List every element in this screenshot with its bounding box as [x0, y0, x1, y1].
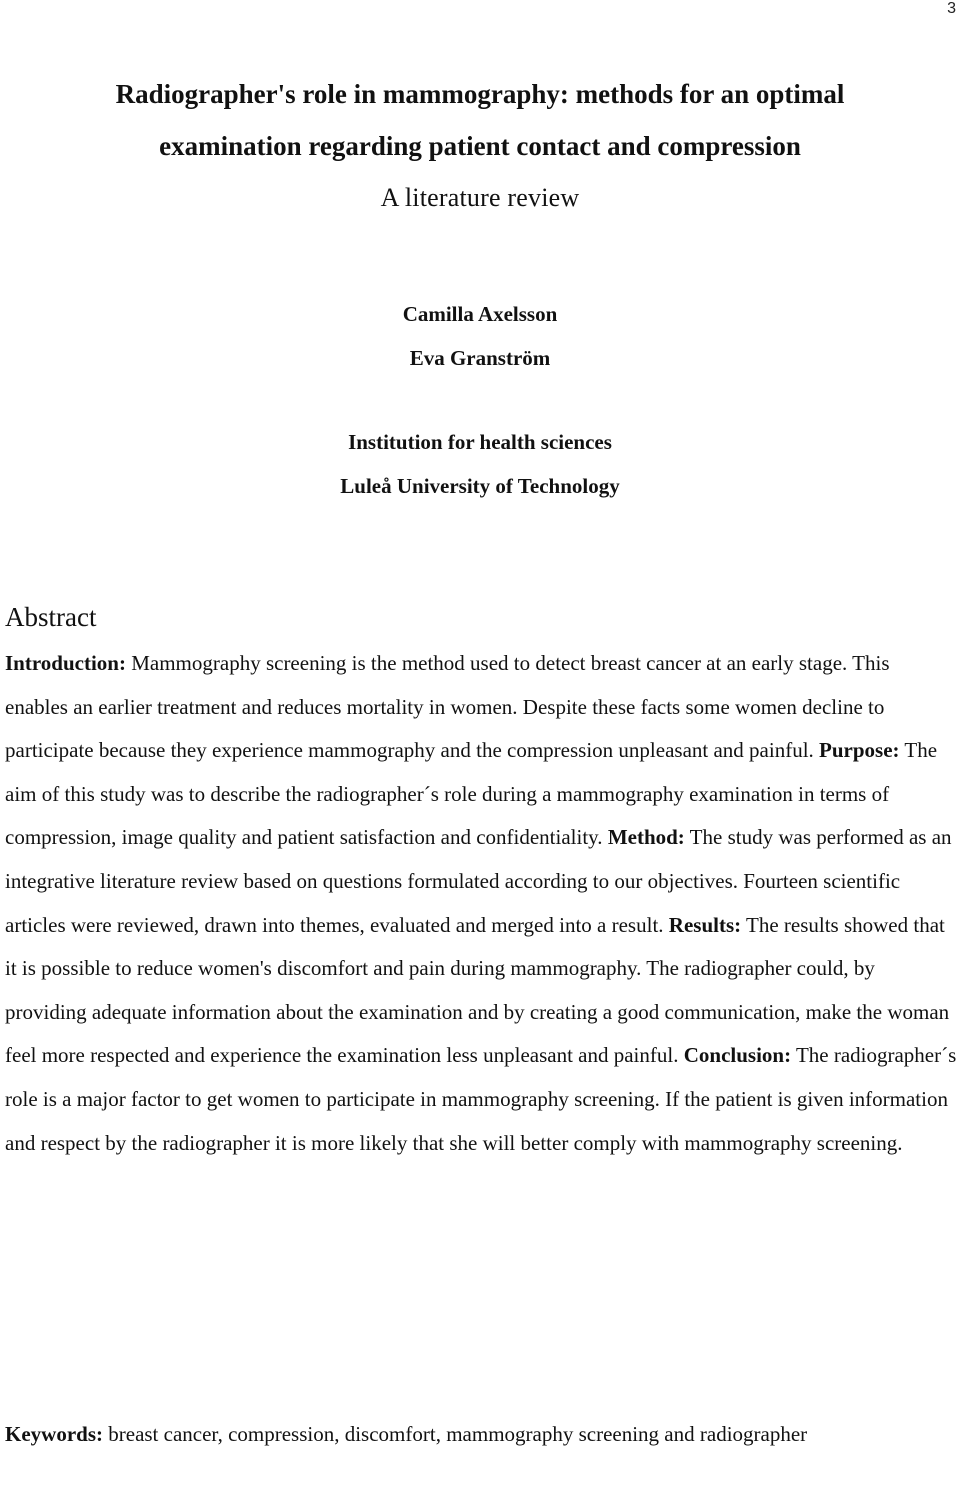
keywords-label: Keywords:: [5, 1422, 103, 1446]
institution-name: Institution for health sciences: [348, 430, 612, 454]
abstract-body: [5, 642, 957, 1165]
keywords: [5, 1412, 905, 1456]
paper-title-line-2: examination regarding patient contact and compression: [159, 131, 801, 161]
conclusion-text: The radiographer´s role is a major factor to get women to participate in mammography screening. If the patient is given information and respect by the radiographer it is more likely that she will better comply with mammography screening.: [5, 1043, 957, 1155]
page-number: 3: [947, 0, 956, 17]
university-name: Luleå University of Technology: [340, 474, 620, 498]
paper-title-line-1: Radiographer's role in mammography: methods for an optimal: [115, 79, 845, 109]
purpose-label: Purpose:: [819, 738, 900, 763]
conclusion-label: Conclusion:: [683, 1043, 792, 1068]
introduction-label: Introduction:: [5, 651, 126, 675]
title-block: [0, 68, 960, 224]
abstract-heading: Abstract: [5, 602, 97, 632]
affiliation: [0, 420, 960, 508]
results-label: Results:: [668, 912, 742, 937]
method-label: Method:: [607, 825, 685, 850]
paper-subtitle: A literature review: [380, 183, 580, 212]
purpose-text: The aim of this study was to describe the radiographer´s role during a mammography examination in terms of compression, image quality and patient satisfaction and confidentiality.: [5, 738, 938, 850]
results-text: The results showed that it is possible to reduce women's discomfort and pain during mammography. The radiographer could, by providing adequate information about the examination and by creating a good communication, make the woman feel more respected and experience the examination less unpleasant and painful.: [5, 912, 950, 1068]
author-name: Eva Granström: [409, 346, 551, 370]
keywords-text: breast cancer, compression, discomfort, mammography screening and radiographer: [103, 1422, 808, 1446]
author-name: Camilla Axelsson: [402, 302, 558, 326]
introduction-text: Mammography screening is the method used to detect breast cancer at an early stage. This enables an earlier treatment and reduces mortality in women. Despite these facts some women decline to participate because they experience mammography and the compression unpleasant and painful.: [5, 651, 890, 763]
method-text: The study was performed as an integrative literature review based on questions formulated according to our objectives. Fourteen scientific articles were reviewed, drawn into themes, evaluated and merged into a result.: [5, 825, 952, 937]
author-list: [0, 292, 960, 380]
